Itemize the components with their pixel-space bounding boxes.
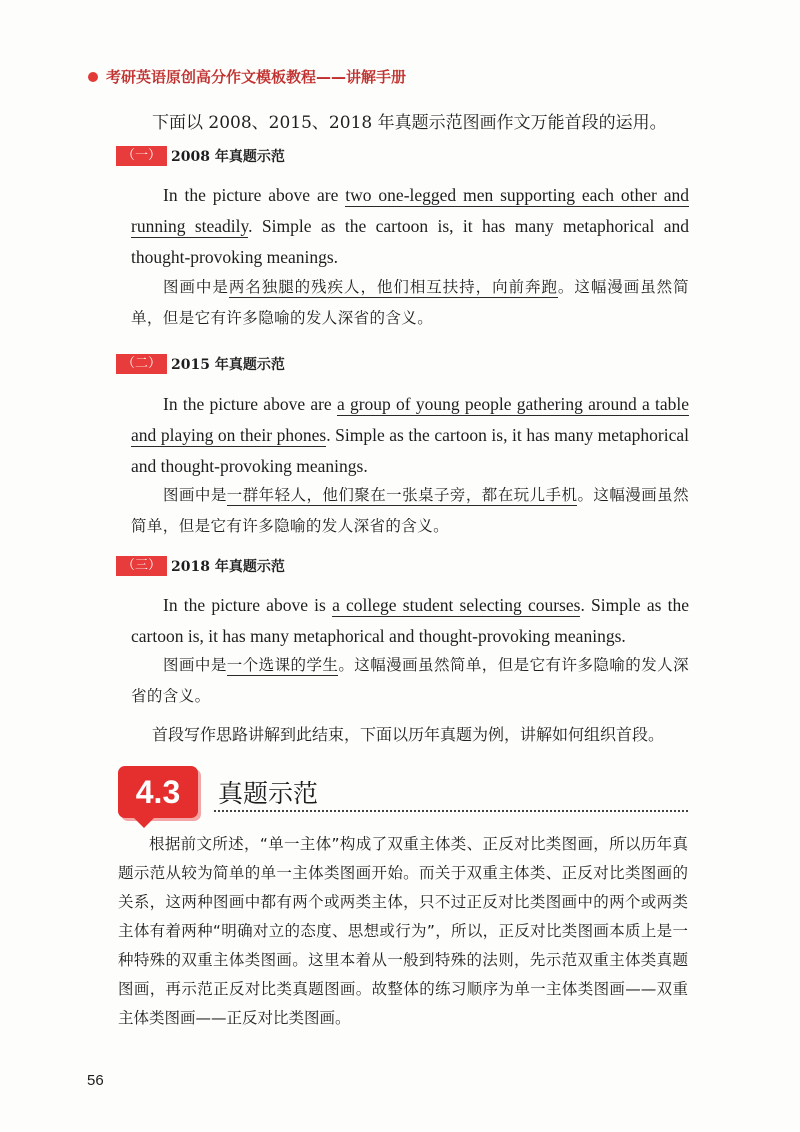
closing-line: 首段写作思路讲解到此结束，下面以历年真题为例，讲解如何组织首段。: [152, 725, 665, 744]
underlined-phrase: two one-legged men supporting each other and running steadily: [131, 185, 689, 236]
underlined-phrase: a group of young people gathering around a table and playing on their phones: [131, 394, 689, 445]
section-4-3-body: 根据前文所述，“单一主体”构成了双重主体类、正反对比类图画，所以历年真题示范从较为简单的单一主体类图画开始。而关于双重主体类、正反对比类图画的关系，这两种图画中都有两个或两类主体，只不过正反对比类图画中的两个或两类主体有着两种“明确对立的态度、思想或行为”，所以，正反对比类图画本质上是一种特殊的双重主体类图画。这里本着从一般到特殊的法则，先示范双重主体类真题图画，再示范正反对比类真题图画。故整体的练习顺序为单一主体类图画——双重主体类图画——正反对比类图画。: [118, 835, 688, 1027]
underlined-phrase: 两名独腿的残疾人，他们相互扶持，向前奔跑: [228, 278, 558, 296]
underlined-phrase: 一个选课的学生: [226, 656, 339, 674]
chinese-paragraph-2015: 图画中是一群年轻人，他们聚在一张桌子旁，都在玩儿手机。这幅漫画虽然简单，但是它有许多隐喻的发人深省的含义。: [131, 486, 689, 535]
english-paragraph-2015: In the picture above are a group of young people gathering around a table and playing on their phones. Simple as the cartoon is, it has many metaphorical and thought-provoking meanings.: [131, 394, 690, 476]
section-heading-text: 2015 年真题示范: [171, 357, 285, 373]
english-paragraph-2018: In the picture above is a college student selecting courses. Simple as the cartoon is, it has many metaphorical and thought-provoking meanings.: [131, 595, 689, 646]
section-tag: （二）: [116, 354, 167, 374]
dotted-divider: [214, 810, 688, 812]
underlined-phrase: 一群年轻人，他们聚在一张桌子旁，都在玩儿手机: [226, 486, 578, 504]
running-head: [88, 66, 406, 87]
red-bullet-icon: [88, 72, 98, 82]
section-heading-2018: [116, 556, 285, 576]
chinese-paragraph-2018: 图画中是一个选课的学生。这幅漫画虽然简单，但是它有许多隐喻的发人深省的含义。: [131, 656, 689, 705]
section-heading-text: 2008 年真题示范: [171, 149, 285, 165]
section-heading-2008: [116, 146, 285, 166]
section-number-badge: 4.3: [118, 766, 198, 818]
badge-tail-shape: [132, 816, 156, 828]
intro-line: 下面以 2008、2015、2018 年真题示范图画作文万能首段的运用。: [152, 113, 667, 133]
section-tag: （一）: [116, 146, 167, 166]
underlined-phrase: a college student selecting courses: [332, 595, 581, 615]
section-title: 真题示范: [218, 779, 319, 808]
section-4-3-header: [118, 766, 688, 830]
section-tag: （三）: [116, 556, 167, 576]
running-title: 考研英语原创高分作文模板教程——讲解手册: [106, 68, 407, 86]
english-paragraph-2008: In the picture above are two one-legged men supporting each other and running steadily. Simple as the cartoon is, it has many metaphorical and thought-provoking meanings.: [131, 185, 690, 267]
section-heading-text: 2018 年真题示范: [171, 559, 285, 575]
chinese-paragraph-2008: 图画中是两名独腿的残疾人，他们相互扶持，向前奔跑。这幅漫画虽然简单，但是它有许多隐喻的发人深省的含义。: [131, 278, 690, 327]
section-heading-2015: [116, 354, 285, 374]
page-number: 56: [87, 1072, 104, 1089]
